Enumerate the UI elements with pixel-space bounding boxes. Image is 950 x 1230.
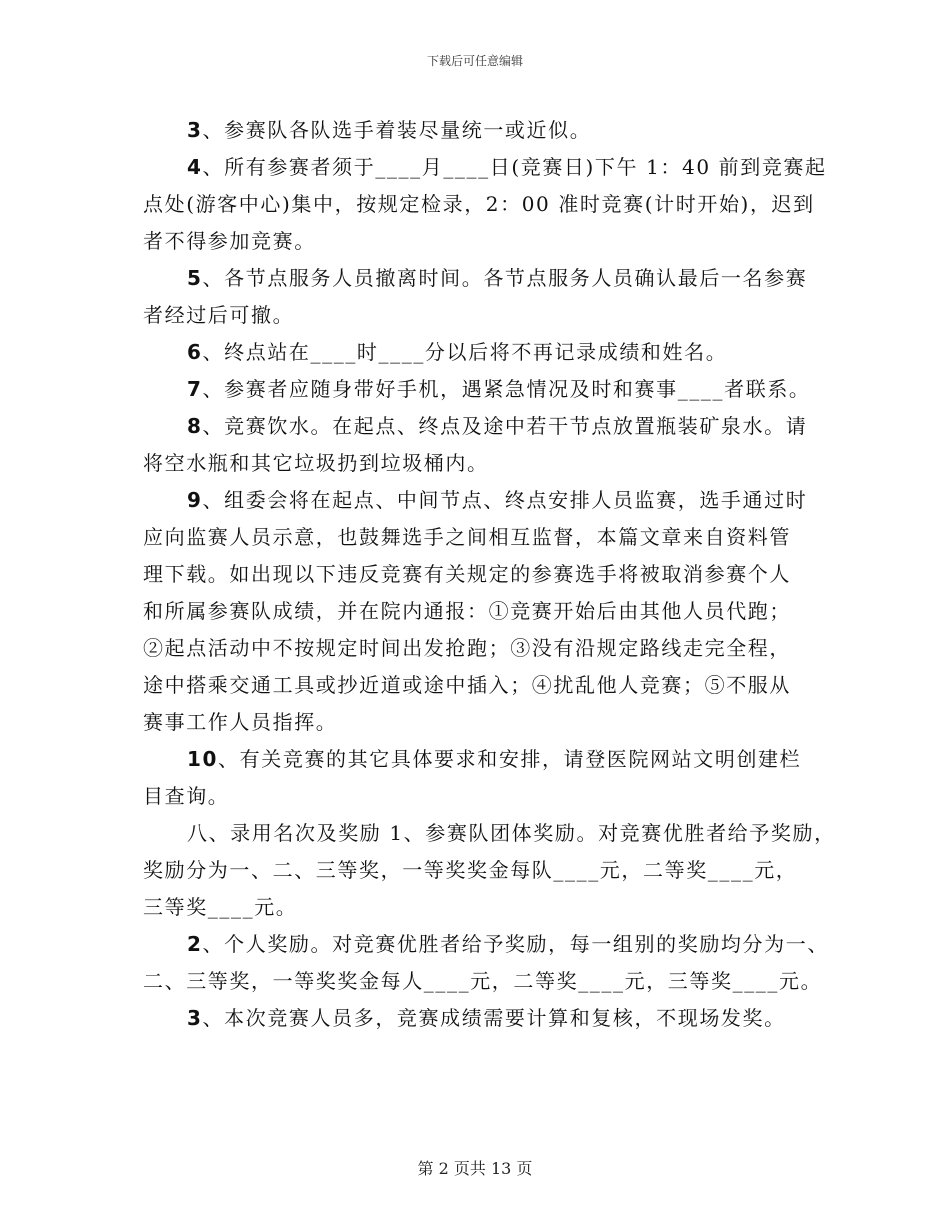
line-text: ②起点活动中不按规定时间出发抢跑；③没有沿规定路线走完全程， [143, 636, 791, 660]
paragraph [143, 112, 823, 149]
paragraph [143, 926, 829, 1000]
item-number: 10 [187, 747, 219, 771]
line-text: 、有关竞赛的其它具体要求和安排，请登医院网站文明创建栏 [218, 747, 802, 771]
line-text: 奖励分为一、二、三等奖，一等奖奖金每队____元，二等奖____元， [143, 858, 798, 882]
paragraph-line [143, 112, 823, 149]
line-text: 者不得参加竞赛。 [143, 229, 316, 253]
line-text: 将空水瓶和其它垃圾扔到垃圾桶内。 [143, 451, 489, 475]
paragraph-line [143, 889, 823, 926]
paragraph-line [143, 445, 823, 482]
line-text: 和所属参赛队成绩，并在院内通报：①竞赛开始后由其他人员代跑； [143, 599, 791, 623]
line-text: 点处(游客中心)集中，按规定检录，2：00 准时竞赛(计时开始)，迟到 [143, 192, 815, 216]
paragraph-line [143, 556, 823, 593]
paragraph-line [143, 926, 829, 963]
paragraph-line [143, 852, 823, 889]
item-number: 3 [187, 118, 203, 142]
line-text: 赛事工作人员指挥。 [143, 710, 338, 734]
line-text: 目查询。 [143, 784, 230, 808]
line-text: 、所有参赛者须于____月____日(竞赛日)下午 1：40 前到竞赛起 [202, 155, 827, 179]
item-number: 8 [187, 414, 203, 438]
paragraph-line [143, 297, 823, 334]
line-text: 、终点站在____时____分以后将不再记录成绩和姓名。 [202, 340, 728, 364]
paragraph-line [143, 149, 827, 186]
paragraph-line [143, 815, 836, 852]
paragraph-line [143, 778, 823, 815]
line-text: 途中搭乘交通工具或抄近道或途中插入；④扰乱他人竞赛；⑤不服从 [143, 673, 791, 697]
line-text: 理下载。如出现以下违反竞赛有关规定的参赛选手将被取消参赛个人 [143, 562, 791, 586]
item-number: 2 [187, 932, 203, 956]
line-text: 者经过后可撤。 [143, 303, 295, 327]
item-number: 3 [187, 1006, 203, 1030]
page-number-footer: 第 2 页共 13 页 [417, 1159, 533, 1178]
item-number: 9 [187, 488, 203, 512]
paragraph [143, 815, 836, 926]
line-text: 、个人奖励。对竞赛优胜者给予奖励，每一组别的奖励均分为一、 [202, 932, 829, 956]
line-text: 应向监赛人员示意，也鼓舞选手之间相互监督，本篇文章来自资料管 [143, 525, 791, 549]
paragraph [143, 260, 823, 334]
paragraph-line [143, 334, 823, 371]
paragraph [143, 408, 823, 482]
item-number: 5 [187, 266, 203, 290]
paragraph [143, 1000, 823, 1037]
paragraph-line [143, 260, 823, 297]
paragraph-line [143, 593, 823, 630]
paragraph-line [143, 741, 823, 778]
line-text: 三等奖____元。 [143, 895, 298, 919]
paragraph [143, 149, 827, 260]
paragraph-line [143, 630, 823, 667]
paragraph [143, 482, 823, 741]
paragraph-line [143, 186, 823, 223]
line-text: 、各节点服务人员撤离时间。各节点服务人员确认最后一名参赛 [202, 266, 808, 290]
item-number: 6 [187, 340, 203, 364]
paragraph-line [143, 704, 823, 741]
page-header-note: 下载后可任意编辑 [426, 54, 523, 68]
line-text: 八、录用名次及奖励 1、参赛队团体奖励。对竞赛优胜者给予奖励， [187, 821, 836, 845]
line-text: 二、三等奖，一等奖奖金每人____元，二等奖____元，三等奖____元。 [143, 969, 823, 993]
paragraph-line [143, 667, 823, 704]
paragraph [143, 334, 823, 371]
paragraph-line [143, 223, 823, 260]
line-text: 、组委会将在起点、中间节点、终点安排人员监赛，选手通过时 [202, 488, 808, 512]
line-text: 、参赛者应随身带好手机，遇紧急情况及时和赛事____者联系。 [202, 377, 811, 401]
line-text: 、参赛队各队选手着装尽量统一或近似。 [202, 118, 592, 142]
item-number: 7 [187, 377, 203, 401]
paragraph-line [143, 371, 823, 408]
line-text: 、本次竞赛人员多，竞赛成绩需要计算和复核，不现场发奖。 [202, 1006, 786, 1030]
item-number: 4 [187, 155, 203, 179]
paragraph [143, 371, 823, 408]
paragraph [143, 741, 823, 815]
document-body [143, 112, 836, 1037]
paragraph-line [143, 408, 823, 445]
paragraph-line [143, 1000, 823, 1037]
line-text: 、竞赛饮水。在起点、终点及途中若干节点放置瓶装矿泉水。请 [202, 414, 808, 438]
paragraph-line [143, 519, 823, 556]
paragraph-line [143, 963, 823, 1000]
paragraph-line [143, 482, 823, 519]
